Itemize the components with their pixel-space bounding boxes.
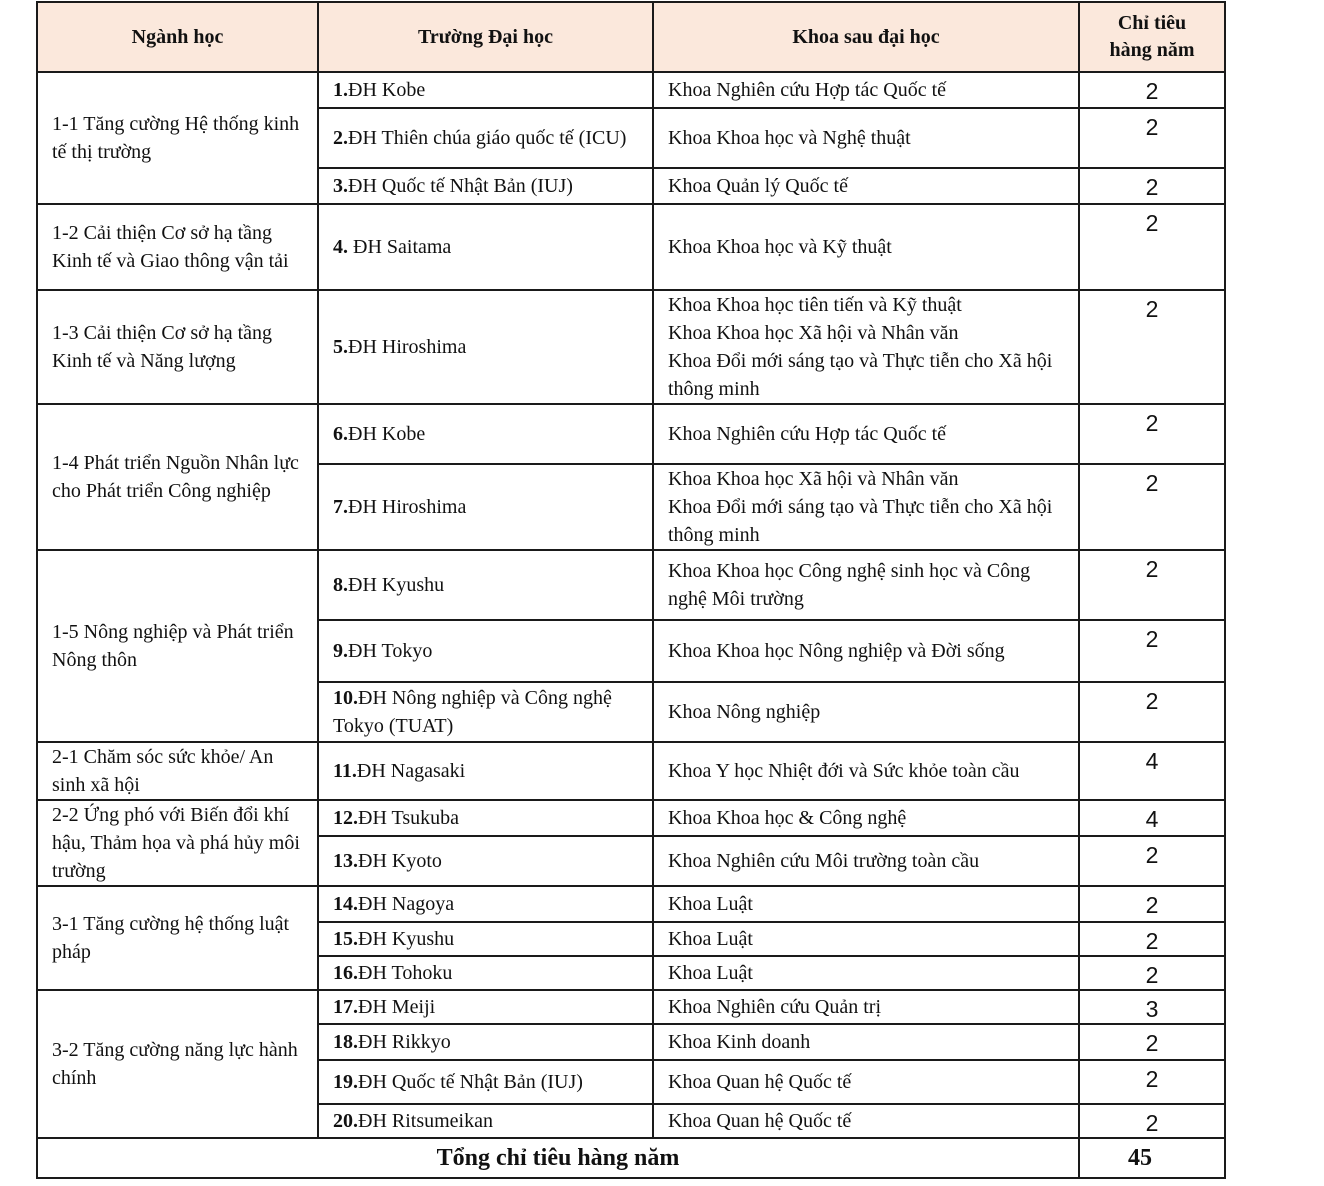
university-name: ĐH Thiên chúa giáo quốc tế (ICU) <box>348 127 627 149</box>
school-cell <box>653 464 1079 550</box>
university-name: ĐH Tohoku <box>358 962 453 984</box>
university-name: ĐH Nagoya <box>358 893 455 915</box>
school-cell <box>653 990 1079 1024</box>
university-name: ĐH Nông nghiệp và Công nghệ Tokyo (TUAT) <box>333 687 612 737</box>
university-cell <box>318 404 653 464</box>
quota-cell: 3 <box>1079 990 1225 1024</box>
quota-cell: 2 <box>1079 1104 1225 1138</box>
school-name: Khoa Quản lý Quốc tế <box>668 175 848 197</box>
university-name: ĐH Quốc tế Nhật Bản (IUJ) <box>348 175 573 197</box>
university-cell <box>318 620 653 682</box>
school-name: Khoa Quan hệ Quốc tế <box>668 1110 852 1132</box>
quota-cell: 2 <box>1079 108 1225 168</box>
quota-cell: 2 <box>1079 1060 1225 1104</box>
university-name: ĐH Kobe <box>348 79 426 101</box>
university-number: 19. <box>333 1071 358 1093</box>
school-cell <box>653 1060 1079 1104</box>
school-cell <box>653 290 1079 404</box>
university-number: 14. <box>333 893 358 915</box>
header-row <box>37 2 1225 72</box>
quota-cell: 2 <box>1079 550 1225 620</box>
school-name: Khoa Luật <box>668 893 753 915</box>
university-number: 6. <box>333 423 348 445</box>
school-cell <box>653 836 1079 886</box>
university-cell <box>318 922 653 956</box>
field-cell: 3-2 Tăng cường năng lực hành chính <box>37 990 318 1138</box>
header-quota <box>1079 2 1225 72</box>
header-field: Ngành học <box>37 2 318 72</box>
university-cell <box>318 742 653 800</box>
school-name: Khoa Nghiên cứu Quản trị <box>668 996 882 1018</box>
school-cell <box>653 620 1079 682</box>
school-cell <box>653 168 1079 204</box>
school-name: Khoa Luật <box>668 928 753 950</box>
school-cell <box>653 1024 1079 1060</box>
university-number: 1. <box>333 79 348 101</box>
table-row <box>37 290 1225 404</box>
field-cell: 2-2 Ứng phó với Biến đổi khí hậu, Thảm họa và phá hủy môi trường <box>37 800 318 886</box>
school-name: Khoa Khoa học Xã hội và Nhân văn <box>668 322 959 344</box>
university-name: ĐH Kyushu <box>358 928 455 950</box>
field-cell: 2-1 Chăm sóc sức khỏe/ An sinh xã hội <box>37 742 318 800</box>
school-cell <box>653 682 1079 742</box>
university-name: ĐH Quốc tế Nhật Bản (IUJ) <box>358 1071 583 1093</box>
quota-cell: 2 <box>1079 836 1225 886</box>
quota-cell: 2 <box>1079 168 1225 204</box>
university-cell <box>318 1104 653 1138</box>
university-cell <box>318 550 653 620</box>
school-cell <box>653 404 1079 464</box>
quota-cell: 2 <box>1079 620 1225 682</box>
school-cell <box>653 956 1079 990</box>
university-cell <box>318 682 653 742</box>
total-label: Tổng chỉ tiêu hàng năm <box>37 1138 1079 1178</box>
quota-cell: 2 <box>1079 464 1225 550</box>
university-name: ĐH Meiji <box>358 996 436 1018</box>
university-name: ĐH Tokyo <box>348 640 433 662</box>
university-name: ĐH Nagasaki <box>356 760 466 782</box>
school-name: Khoa Khoa học Công nghệ sinh học và Công nghệ Môi trường <box>668 560 1031 610</box>
university-number: 20. <box>333 1110 358 1132</box>
school-name: Khoa Khoa học Xã hội và Nhân văn <box>668 468 959 490</box>
table-body <box>37 72 1225 1138</box>
university-cell <box>318 1060 653 1104</box>
header-quota-line2: hàng năm <box>1109 39 1195 61</box>
university-cell <box>318 956 653 990</box>
university-number: 5. <box>333 336 348 358</box>
quota-cell: 4 <box>1079 742 1225 800</box>
school-name: Khoa Nghiên cứu Môi trường toàn cầu <box>668 850 980 872</box>
school-cell <box>653 204 1079 290</box>
field-cell: 1-5 Nông nghiệp và Phát triển Nông thôn <box>37 550 318 742</box>
university-cell <box>318 800 653 836</box>
school-name: Khoa Khoa học và Kỹ thuật <box>668 236 892 258</box>
school-name: Khoa Nghiên cứu Hợp tác Quốc tế <box>668 423 946 445</box>
school-name: Khoa Đổi mới sáng tạo và Thực tiễn cho Xã hội thông minh <box>668 350 1053 400</box>
university-number: 15. <box>333 928 358 950</box>
total-row <box>37 1138 1225 1178</box>
table-row <box>37 404 1225 464</box>
school-cell <box>653 922 1079 956</box>
university-name: ĐH Hiroshima <box>348 496 467 518</box>
university-number: 10. <box>333 687 358 709</box>
field-cell: 3-1 Tăng cường hệ thống luật pháp <box>37 886 318 990</box>
university-name: ĐH Tsukuba <box>358 807 460 829</box>
university-number: 11. <box>333 760 357 782</box>
university-cell <box>318 72 653 108</box>
quota-cell: 2 <box>1079 204 1225 290</box>
table-row <box>37 72 1225 108</box>
school-name: Khoa Luật <box>668 962 753 984</box>
university-number: 13. <box>333 850 358 872</box>
table-row <box>37 742 1225 800</box>
field-cell: 1-1 Tăng cường Hệ thống kinh tế thị trường <box>37 72 318 204</box>
header-school: Khoa sau đại học <box>653 2 1079 72</box>
university-cell <box>318 1024 653 1060</box>
school-name: Khoa Khoa học tiên tiến và Kỹ thuật <box>668 294 962 316</box>
university-number: 7. <box>333 496 348 518</box>
table-row <box>37 204 1225 290</box>
quota-cell: 2 <box>1079 404 1225 464</box>
table-row <box>37 990 1225 1024</box>
university-number: 9. <box>333 640 348 662</box>
field-cell: 1-2 Cải thiện Cơ sở hạ tầng Kinh tế và Giao thông vận tải <box>37 204 318 290</box>
school-name: Khoa Kinh doanh <box>668 1031 811 1053</box>
quota-cell: 2 <box>1079 290 1225 404</box>
university-name: ĐH Ritsumeikan <box>358 1110 493 1132</box>
quota-cell: 2 <box>1079 956 1225 990</box>
school-name: Khoa Quan hệ Quốc tế <box>668 1071 852 1093</box>
university-cell <box>318 464 653 550</box>
university-name: ĐH Kyoto <box>358 850 442 872</box>
quota-cell: 2 <box>1079 682 1225 742</box>
table-row <box>37 800 1225 836</box>
school-cell <box>653 72 1079 108</box>
university-number: 3. <box>333 175 348 197</box>
school-name: Khoa Khoa học và Nghệ thuật <box>668 127 911 149</box>
school-name: Khoa Khoa học Nông nghiệp và Đời sống <box>668 640 1005 662</box>
university-name: ĐH Kyushu <box>348 574 445 596</box>
university-cell <box>318 204 653 290</box>
university-name: ĐH Rikkyo <box>358 1031 451 1053</box>
university-number: 12. <box>333 807 358 829</box>
quota-cell: 4 <box>1079 800 1225 836</box>
total-value: 45 <box>1079 1138 1225 1178</box>
university-number: 4. <box>333 236 353 258</box>
university-cell <box>318 886 653 922</box>
school-cell <box>653 742 1079 800</box>
university-name: ĐH Saitama <box>353 236 452 258</box>
field-cell: 1-3 Cải thiện Cơ sở hạ tầng Kinh tế và Năng lượng <box>37 290 318 404</box>
quota-cell: 2 <box>1079 886 1225 922</box>
school-name: Khoa Y học Nhiệt đới và Sức khỏe toàn cầu <box>668 760 1020 782</box>
university-name: ĐH Kobe <box>348 423 426 445</box>
university-number: 16. <box>333 962 358 984</box>
school-name: Khoa Khoa học & Công nghệ <box>668 807 907 829</box>
university-number: 17. <box>333 996 358 1018</box>
school-cell <box>653 1104 1079 1138</box>
university-cell <box>318 290 653 404</box>
university-number: 2. <box>333 127 348 149</box>
university-name: ĐH Hiroshima <box>348 336 467 358</box>
quota-cell: 2 <box>1079 72 1225 108</box>
quota-cell: 2 <box>1079 922 1225 956</box>
university-cell <box>318 108 653 168</box>
quota-cell: 2 <box>1079 1024 1225 1060</box>
table-row <box>37 886 1225 922</box>
school-cell <box>653 550 1079 620</box>
scholarship-quota-table <box>36 1 1226 1179</box>
school-cell <box>653 108 1079 168</box>
university-cell <box>318 168 653 204</box>
school-name: Khoa Đổi mới sáng tạo và Thực tiễn cho Xã hội thông minh <box>668 496 1053 546</box>
table-row <box>37 550 1225 620</box>
university-cell <box>318 990 653 1024</box>
school-cell <box>653 800 1079 836</box>
school-name: Khoa Nông nghiệp <box>668 701 821 723</box>
header-quota-line1: Chỉ tiêu <box>1117 12 1187 34</box>
header-university: Trường Đại học <box>318 2 653 72</box>
university-cell <box>318 836 653 886</box>
field-cell: 1-4 Phát triển Nguồn Nhân lực cho Phát triển Công nghiệp <box>37 404 318 550</box>
school-cell <box>653 886 1079 922</box>
university-number: 8. <box>333 574 348 596</box>
school-name: Khoa Nghiên cứu Hợp tác Quốc tế <box>668 79 946 101</box>
university-number: 18. <box>333 1031 358 1053</box>
